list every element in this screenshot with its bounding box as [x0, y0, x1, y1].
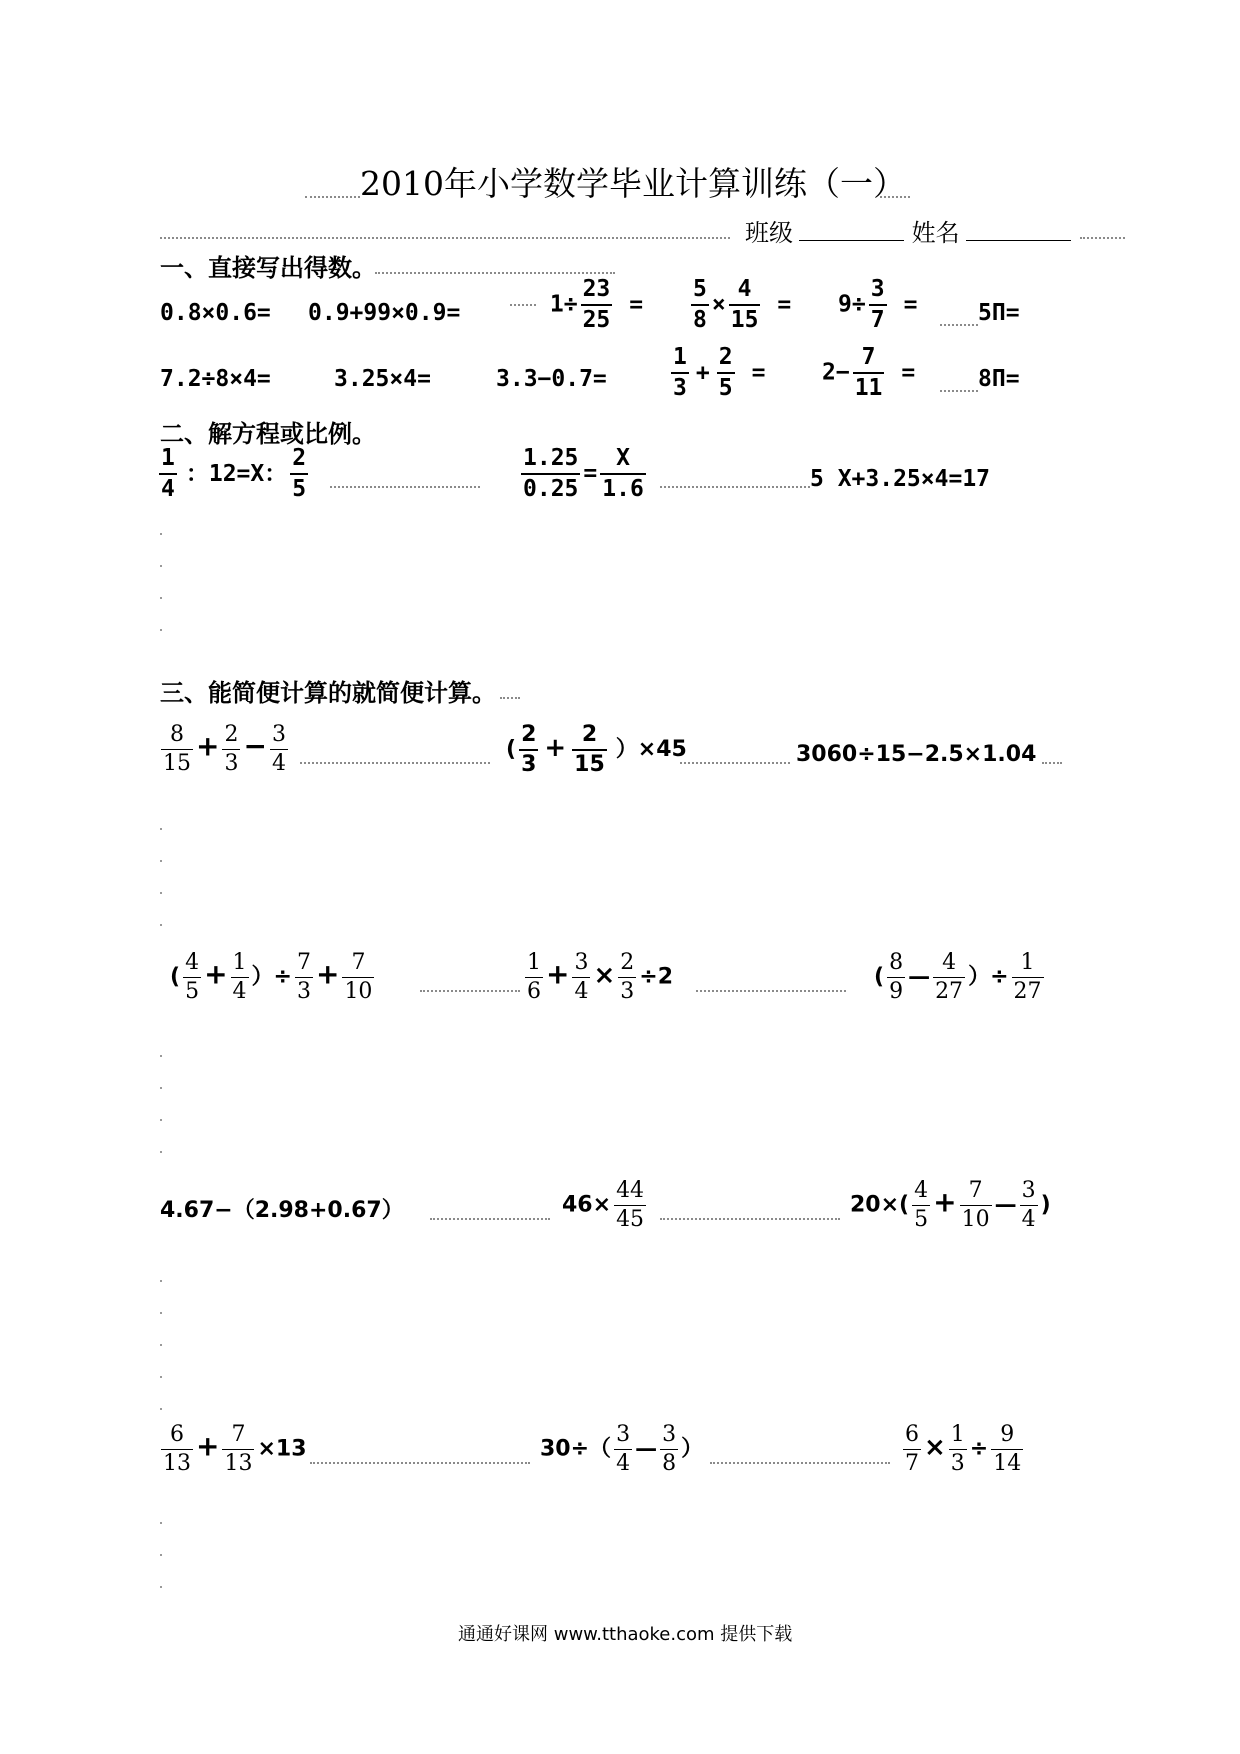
leader-3-2 [680, 762, 790, 764]
leader-3-11 [710, 1462, 890, 1464]
footer-credit: 通通好课网 www.tthaoke.com 提供下载 [458, 1624, 793, 1645]
calc-10: $\frac{6}{13}$ + $\frac{7}{13}$ ×13 [163, 1422, 307, 1476]
leader-3-8 [660, 1218, 840, 1220]
problem-1-8: 3.25×4= [334, 366, 431, 392]
problem-1-10: $\frac{1}{3}$ + $\frac{2}{5}$ = [673, 344, 766, 401]
section-2-heading: 二、解方程或比例。 [160, 420, 376, 448]
problem-1-4: $\frac{5}{8}$ × $\frac{4}{15}$ = [693, 276, 792, 333]
problem-1-1: 0.8×0.6= [160, 300, 271, 326]
problem-1-2: 0.9+99×0.9= [308, 300, 461, 326]
leader-1-12 [940, 390, 978, 392]
equation-1: $\frac{1}{4}$ ：12=X： $\frac{2}{5}$ [161, 445, 307, 502]
page-title: 2010年小学数学毕业计算训练（一） [360, 164, 906, 203]
equation-2: $\frac{1.25}{0.25}$ = $\frac{X}{1.6}$ [523, 445, 644, 502]
calc-9: 20×( $\frac{4}{5}$ + $\frac{7}{10}$ — $\frac{3}{4}$ ) [850, 1178, 1051, 1232]
leader-3-7 [430, 1218, 550, 1220]
problem-1-12: 8Π= [978, 366, 1020, 392]
calc-4: ( $\frac{4}{5}$ + $\frac{1}{4}$ ）÷ $\frac{7}{3}$ + $\frac{7}{10}$ [170, 950, 373, 1004]
calc-12: $\frac{6}{7}$ × $\frac{1}{3}$ ÷ $\frac{9}{14}$ [905, 1422, 1022, 1476]
problem-1-11: 2− $\frac{7}{11}$ = [822, 344, 916, 401]
leader-2-2 [660, 486, 810, 488]
calc-11: 30÷（ $\frac{3}{4}$ — $\frac{3}{8}$ ） [540, 1422, 704, 1476]
class-field [745, 213, 1071, 248]
problem-1-9: 3.3−0.7= [496, 366, 607, 392]
class-label: 班级 [745, 219, 793, 247]
leader-1-6 [940, 324, 978, 326]
problem-1-3: 1÷ $\frac{23}{25}$ = [510, 278, 643, 332]
title-leader-right [880, 196, 910, 198]
leader-3-5 [696, 990, 846, 992]
section-3-heading: 三、能简便计算的就简便计算。 [160, 679, 496, 707]
section-1-leader [375, 272, 615, 274]
calc-5: $\frac{1}{6}$ + $\frac{3}{4}$ × $\frac{2}{3}$ ÷2 [527, 950, 674, 1004]
calc-7: 4.67−（2.98+0.67） [160, 1198, 404, 1223]
calc-2: ( $\frac{2}{3}$ + $\frac{2}{15}$ ）×45 [506, 722, 687, 777]
problem-1-7: 7.2÷8×4= [160, 366, 271, 392]
calc-1: $\frac{8}{15}$ + $\frac{2}{3}$ − $\frac{3}{4}$ [163, 722, 286, 776]
calc-8: 46× $\frac{44}{45}$ [562, 1178, 645, 1232]
leader-3-10 [310, 1462, 530, 1464]
equation-3: 5 X+3.25×4=17 [810, 466, 991, 492]
section-1-heading: 一、直接写出得数。 [160, 254, 376, 282]
calc-3: 3060÷15−2.5×1.04 [796, 742, 1037, 767]
problem-1-5: 9÷ $\frac{3}{7}$ = [838, 276, 918, 333]
leader-2-1 [330, 486, 480, 488]
class-blank[interactable] [799, 218, 904, 241]
calc-6: ( $\frac{8}{9}$ — $\frac{4}{27}$ ）÷ $\frac{1}{27}$ [874, 950, 1042, 1004]
header-leader-right [1080, 237, 1125, 239]
leader-3-1 [300, 762, 490, 764]
title-leader-left [305, 196, 360, 198]
header-leader [160, 237, 730, 239]
problem-1-6: 5Π= [978, 300, 1020, 326]
name-blank[interactable] [966, 218, 1071, 241]
name-label: 姓名 [911, 219, 960, 247]
leader-3-4 [420, 990, 520, 992]
